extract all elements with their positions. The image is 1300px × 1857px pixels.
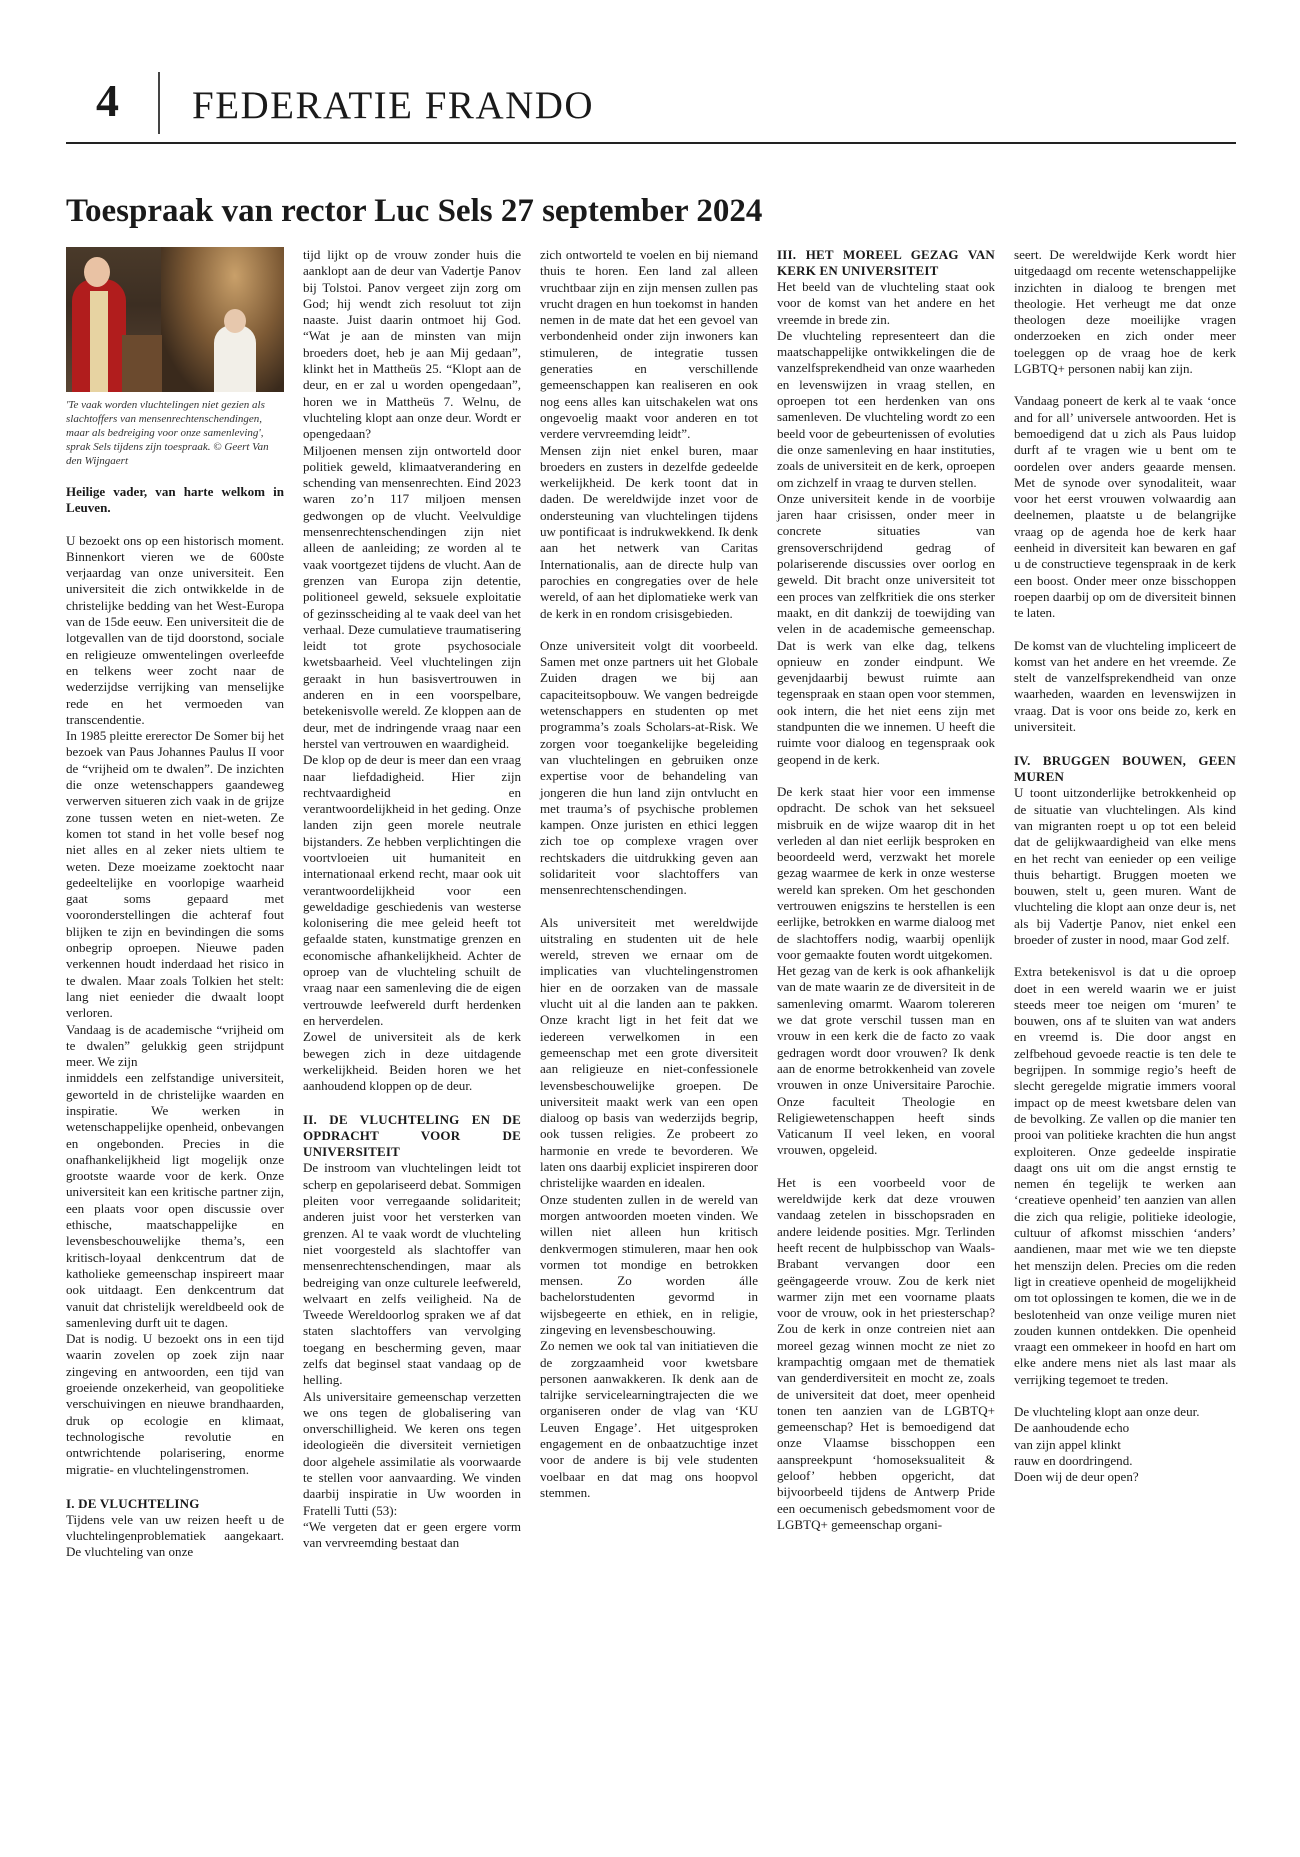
section-heading: I. DE VLUCHTELING	[66, 1495, 200, 1511]
paragraph: De klop op de deur is meer dan een vraag naar liefdadigheid. Hier zijn rechtvaardigheid en verantwoordelijkheid in het geding. Onze landen zijn geen morele neutrale bijstanders. Ze hebben verplichtingen die voortvloeien uit humaniteit en internationaal erkend recht, maar ook uit verantwoordelijkheid voor een geweldadige geschiedenis van westerse kolonisering die mee geleid heeft tot gefaalde staten, kunstmatige grenzen en economische afhankelijkheid. Achter de oproep van de vluchteling schuilt de vraag naar een samenleving die de eigen vertrouwde leefwereld durft herdenken en herverdelen.	[303, 752, 521, 1028]
page-number: 4	[96, 75, 119, 126]
closing-line: De vluchteling klopt aan onze deur.	[1014, 1404, 1200, 1419]
article-column-5	[1014, 247, 1236, 1485]
paragraph: U bezoekt ons op een historisch moment. Binnenkort vieren we de 600ste verjaardag van onze universiteit. Een universiteit die zich ontwikkelde in de christelijke bedding van het West-Europa van de 15de eeuw. Een universiteit die de lotgevallen van de tijd doorstond, sociale en religieuze omwentelingen overleefde en telkens weer zocht naar de wederzijdse verrijking van menselijke rede en het vermoeden van transcendentie.	[66, 532, 284, 727]
paragraph: Miljoenen mensen zijn ontworteld door politiek geweld, klimaatverandering en schending van mensenrechten. Eind 2023 waren zo’n 117 miljoen mensen gedwongen op de vlucht. Veelvuldige mensenrechtenschendingen zijn niet alleen de aanleiding; ze worden al te vaak voortgezet tijdens de vlucht. Aan de grenzen van Europa zijn detentie, politioneel geweld, seksuele exploitatie of gezinsscheiding al te vaak deel van het verhaal. Deze cumulatieve traumatisering leidt tot grote psychosociale kwetsbaarheid. Veel vluchtelingen zijn geraakt in hun basisvertrouwen in anderen en in een voorspelbare, betekenisvolle wereld. Ze kloppen aan de deur, met de indringende vraag naar een herstel van vertrouwen en waardigheid.	[303, 442, 521, 751]
paragraph: Zo nemen we ook tal van initiatieven die de zorgzaamheid voor kwetsbare personen aanwakkeren. Ik denk aan de talrijke servicelearningtrajecten die we organiseren onder de vlag van ‘KU Leuven Engage’. Het uitgesproken engagement en de onbaatzuchtige inzet voor de andere is bij vele studenten voelbaar en dat mag ons hoopvol stemmen.	[540, 1338, 758, 1500]
paragraph: zich ontworteld te voelen en bij niemand thuis te horen. Een land zal alleen vruchtbaar zijn en zijn mensen zullen pas vrucht dragen en hun toekomst in handen nemen in de mate dat het een gevoel van verbondenheid onder zijn inwoners kan stimuleren, de integratie tussen generaties en verschillende gemeenschappen kan realiseren en ook nog eens alles kan uitschakelen wat ons ongevoelig maakt voor anderen en tot verdere vervreemding leidt”.	[540, 247, 758, 442]
closing-line: De aanhoudende echo	[1014, 1420, 1130, 1436]
paragraph: Vandaag is de academische “vrijheid om te dwalen” gelukkig geen strijdpunt meer. We zijn	[66, 1021, 284, 1070]
paragraph: inmiddels een zelfstandige universiteit, geworteld in de christelijke waarden en inspiratie. We werken in wetenschappelijke openheid, onbevangen en ongebonden. Precies in die onafhankelijkheid ligt mogelijk onze grootste waarde voor de kerk. Onze universiteit kan een kritische partner zijn, een plaats voor open discussie over ethische, maatschappelijke en levensbeschouwelijke thema’s, een kritisch-loyaal denkcentrum dat de katholieke gemeenschap inspireert maar ook uitdaagt. Een denkcentrum dat vanuit dat christelijk wereldbeeld ook de samenleving durft uit te dagen.	[66, 1070, 284, 1330]
paragraph: Onze universiteit kende in de voorbije jaren haar crisissen, onder meer in concrete situaties van grensoverschrijdend gedrag of polariserende discussies over oorlog en geweld. Dit bracht onze universiteit tot een proces van zelfkritiek die ons sterker maakt, en dit dankzij de toewijding van velen in de academische gemeenschap. Dat is werk van elke dag, telkens opnieuw en zonder eindpunt. We gevenjdaarbij bewust ruimte aan tegenspraak en staan open voor stemmen, ook intern, die het niet eens zijn met standpunten die we innemen. U heeft die ruimte voor dialoog en tegenspraak ook geopend in de kerk.	[777, 490, 995, 767]
paragraph: Vandaag poneert de kerk al te vaak ‘once and for all’ universele antwoorden. Het is bemoedigend dat u zich als Paus luidop durft af te vragen wie u bent om te oordelen over anders geaarde mensen. Met de synode over synodaliteit, waar voor het eerst vrouwen volwaardig aan deelnemen, plaatste u de belangrijke vraag op de agenda hoe de kerk haar eenheid in diversiteit kan bewaren en gaf u de constructieve tegenspraak in de kerk een boost. Onder meer onze bisschoppen roepen daarbij op om de diversiteit binnen te laten.	[1014, 393, 1236, 621]
closing-line: Doen wij de deur open?	[1014, 1469, 1139, 1485]
article-column-2	[303, 247, 521, 1552]
masthead-divider	[158, 72, 160, 134]
closing-line: rauw en doordringend.	[1014, 1452, 1133, 1468]
section-heading: III. HET MOREEL GEZAG VAN KERK EN UNIVERSITEIT	[777, 247, 995, 278]
paragraph: De komst van de vluchteling impliceert de komst van het andere en het vreemde. Ze stelt de vanzelfsprekendheid van onze waarheden, waarden en levenswijzen in vraag. Dat is voor ons beide zo, kerk en universiteit.	[1014, 637, 1236, 735]
greeting: Heilige vader, van harte welkom in Leuven.	[66, 484, 284, 516]
paragraph: Het is een voorbeeld voor de wereldwijde kerk dat deze vrouwen vandaag zetelen in bisschopsraden en andere leidende posities. Mgr. Terlinden heeft recent de hulpbisschop van Waals-Brabant vervangen door een geëngageerde vrouw. Zou de kerk niet warmer zijn met een voorname plaats voor de vrouw, ook in het priesterschap? Zou de kerk in onze contreien niet aan moreel gezag winnen mocht ze niet zo krampachtig omgaan met de thematiek van genderdiversiteit en mocht ze, zoals de universiteit dat doet, meer openheid tonen ten aanzien van de LGBTQ+ gemeenschap? Het is bemoedigend dat onze Vlaamse bisschoppen een aanspreekpunt ‘homoseksualiteit & geloof’ hebben opgericht, dat bijvoorbeeld tijdens de Antwerp Pride een oecumenisch gebedsmoment voor de LGBTQ+ gemeenschap organi-	[777, 1174, 995, 1532]
paragraph: Het beeld van de vluchteling staat ook voor de komst van het andere en het vreemde in brede zin.	[777, 279, 995, 327]
paragraph: Onze studenten zullen in de wereld van morgen antwoorden moeten vinden. We willen niet alleen hun kritisch denkvermogen stimuleren, maar hen ook vormen tot mondige en betrokken mensen. Zo worden álle bachelorstudenten gevormd in wijsbegeerte en ethiek, en in religie, zingeving en levensbeschouwing.	[540, 1191, 758, 1337]
paragraph: Als universitaire gemeenschap verzetten we ons tegen de globalisering van onverschilligheid. We keren ons tegen ideologieën die diversiteit vernietigen door algehele assimilatie als voorwaarde te stellen voor aanvaarding. We vinden daarbij inspiratie in Uw woorden in Fratelli Tutti (53):	[303, 1388, 521, 1518]
closing-verse	[1014, 1404, 1236, 1485]
paragraph: De vluchteling representeert dan die maatschappelijke ontwikkelingen die de vanzelfsprekendheid van onze waarheden en levenswijzen in vraag stellen, en oproepen tot een herdenken van ons samenleven. De vluchteling wordt zo een beeld voor de gebeurtenissen of evoluties die onze samenleving en haar instituties, zoals de universiteit en de kerk, oproepen om zichzelf in vraag te durven stellen.	[777, 327, 995, 490]
paragraph: De instroom van vluchtelingen leidt tot scherp en gepolariseerd debat. Sommigen pleiten voor verregaande solidariteit; anderen juist voor het versterken van grenzen. Al te vaak wordt de vluchteling niet voorgesteld als slachtoffer van mensenrechtenschendingen, maar als bedreiging van onze culturele leefwereld, welvaart en zelfs veiligheid. Na de Tweede Wereldoorlog spraken we af dat staten slachtoffers van vervolging toegang en bescherming geven, maar zelfs dat beginsel staat vandaag op de helling.	[303, 1160, 521, 1388]
paragraph: Tijdens vele van uw reizen heeft u de vluchtelingenproblematiek aangekaart. De vluchteling van onze	[66, 1511, 284, 1560]
article-column-4	[777, 247, 995, 1533]
paragraph: Onze universiteit volgt dit voorbeeld. Samen met onze partners uit het Globale Zuiden dragen we bij aan capaciteitsopbouw. We vangen bedreigde wetenschappers en studenten op met programma’s zoals Scholars-at-Risk. We zorgen voor toegankelijke begeleiding van vluchtelingen en gebruiken onze expertise voor de behandeling van jongeren die hun land zijn ontvlucht en met trauma’s of psychische problemen kampen. Onze juristen en ethici leggen zich toe op complexe vragen over rechtskaders die uitdrukking geven aan solidariteit voor slachtoffers van mensenrechtenschendingen.	[540, 637, 758, 898]
paragraph: Dat is nodig. U bezoekt ons in een tijd waarin zovelen op zoek zijn naar zingeving en antwoorden, een tijd van groeiende onzekerheid, van geopolitieke verschuivingen en nieuwe brandhaarden, druk op ecologie en klimaat, technologische revolutie en ontwrichtende polarisering, enorme migratie- en vluchtelingenstromen.	[66, 1331, 284, 1477]
paragraph: Als universiteit met wereldwijde uitstraling en studenten uit de hele wereld, streven we ernaar om de implicaties van vluchtelingenstromen hier en de oorzaken van de massale vlucht uit al die landen aan te pakken. Onze kracht ligt in het feit dat we iedereen verwelkomen in een gemeenschap met een grote diversiteit aan religieuze en niet-confessionele levensbeschouwelijke groepen. De universiteit maakt werk van een open dialoog op basis van wederzijds begrip, ook tussen religies. Ze probeert zo harmonie en vrede te bevorderen. We laten ons daarbij expliciet inspireren door christelijke waarden en idealen.	[540, 914, 758, 1191]
article-photo	[66, 247, 284, 392]
paragraph: Zowel de universiteit als de kerk bewegen zich in deze uitdagende werkelijkheid. Beiden horen we het aanhoudend kloppen op de deur.	[303, 1029, 521, 1094]
section-heading: IV. BRUGGEN BOUWEN, GEEN MUREN	[1014, 753, 1236, 785]
paragraph: Extra betekenisvol is dat u die oproep doet in een wereld waarin we er juist steeds meer toe neigen om ‘muren’ te bouwen, ons af te sluiten van wat anders en vreemd is. Die door angst en zelfbehoud gevoede reactie is ten dele te begrijpen. In sommige regio’s heeft de slecht geregelde migratie immers vooral impact op de meest kwetsbare delen van de bevolking. Ze vallen op die manier ten prooi van politieke krachten die hun angst exploiteren. Onze gedeelde inspiratie daagt ons uit om die angst ernstig te nemen én tegelijk te werken aan ‘creatieve openheid’ ten aanzien van allen die zich qua religie, politieke ideologie, cultuur of afkomst misschien ‘anders’ aandienen, maar met wie we ten diepste het menszijn delen. Precies om die reden ligt in creatieve openheid de mogelijkheid om tot oplossingen te komen, die we in de beslotenheid van onze veilige muren niet zouden kunnen ontdekken. Die openheid vraagt een ommekeer in hoofd en hart om elke andere mens niet als last maar als verrijking tegemoet te treden.	[1014, 964, 1236, 1387]
paragraph: Het gezag van de kerk is ook afhankelijk van de mate waarin ze de diversiteit in de samenleving omarmt. Waarom tolereren we dat grote verschil tussen man en vrouw in een kerk die de facto zo vaak gedragen wordt door vrouwen? Ik denk aan de enorme betrokkenheid van zovele vrouwen in onze Universitaire Parochie. Onze faculteit Theologie en Religiewetenschappen heeft sinds Vaticanum II veel leken, en vooral vrouwen, opgeleid.	[777, 963, 995, 1158]
article-column-1	[66, 247, 284, 1561]
closing-line: van zijn appel klinkt	[1014, 1436, 1121, 1452]
paragraph: tijd lijkt op de vrouw zonder huis die aanklopt aan de deur van Vadertje Panov bij Tolstoi. Panov vergeet zijn zorg om God; hij wendt zich resoluut tot zijn naaste. Juist daarin ontmoet hij God. “Wat je aan de minsten van mijn broeders doet, heb je aan Mij gedaan”, klinkt het in Mattheüs 25. “Klopt aan de deur, en er zal u worden opengedaan”, horen we in Mattheüs 7. Welnu, de vluchteling klopt aan onze deur. Wordt er opengedaan?	[303, 247, 521, 442]
article-column-3	[540, 247, 758, 1501]
section-heading: II. DE VLUCHTELING EN DE OPDRACHT VOOR DE UNIVERSITEIT	[303, 1112, 521, 1160]
paragraph: Mensen zijn niet enkel buren, maar broeders en zusters in dezelfde gedeelde werkelijkheid. De kerk toont dat in daden. De wereldwijde inzet voor de ondersteuning van vluchtelingen tijdens uw pontificaat is indrukwekkend. Ik denk aan het netwerk van Caritas Internationalis, aan de directe hulp van parochies en congregaties over de hele wereld, of aan het diplomatieke werk van de kerk in en rondom crisisgebieden.	[540, 442, 758, 621]
paragraph: De kerk staat hier voor een immense opdracht. De schok van het seksueel misbruik en de wijze waarop dit in het verleden al dan niet eerlijk besproken en beoordeeld werd, verzwakt het morele gezag waarmee de kerk in onze westerse wereld kan spreken. Om het geschonden vertrouwen enigszins te herstellen is een eerlijke, betrokken en warme dialoog met de slachtoffers nodig, waarbij openlijk voor gemaakte fouten wordt uitgekomen.	[777, 783, 995, 962]
masthead	[66, 72, 1236, 144]
paragraph: seert. De wereldwijde Kerk wordt hier uitgedaagd om recente wetenschappelijke inzichten in dialoog te brengen met theologie. Het verheugt me dat onze theologen deze moeilijke vragen onderzoeken en zich onder meer toeleggen op de vraag hoe de kerk LGBTQ+ personen nabij kan zijn.	[1014, 247, 1236, 377]
paragraph: In 1985 pleitte ererector De Somer bij het bezoek van Paus Johannes Paulus II voor de “vrijheid om te dwalen”. De inzichten die onze wetenschappers gaandeweg verwerven situeren zich vaak in de grijze zone tussen weten en niet-weten. Ze komen tot stand in het volle besef nog niet alles en al zeker niets ultiem te weten. Deze moeizame zoektocht naar gedeeltelijke en voorlopige waarheid gaat soms gepaard met vooronderstellingen die achteraf fout blijken te zijn en bevindingen die soms onbegrip oproepen. Nieuwe paden verkennen houdt inderdaad het risico in te dwalen. Maar zoals Tolkien het stelt: lang niet eenieder die dwaalt loopt verloren.	[66, 728, 284, 1021]
article-headline: Toespraak van rector Luc Sels 27 september 2024	[66, 193, 763, 229]
paragraph: U toont uitzonderlijke betrokkenheid op de situatie van vluchtelingen. Als kind van migranten roept u op tot een beleid dat de gelijkwaardigheid van elke mens en het recht van eenieder op een veilige thuis behartigt. Bruggen moeten we bouwen, stelt u, geen muren. Want de vluchteling die klopt aan onze deur is, net als bij Vadertje Panov, niet enkel een broeder of zuster in nood, maar God zelf.	[1014, 785, 1236, 947]
paragraph: “We vergeten dat er geen ergere vorm van vervreemding bestaat dan	[303, 1518, 521, 1551]
photo-caption: 'Te vaak worden vluchtelingen niet gezien als slachtoffers van mensenrechtenschendingen, maar als bedreiging voor onze samenleving', sprak Sels tijdens zijn toespraak. © Geert Van den Wijngaert	[66, 399, 269, 467]
publication-title: FEDERATIE FRANDO	[192, 84, 595, 127]
